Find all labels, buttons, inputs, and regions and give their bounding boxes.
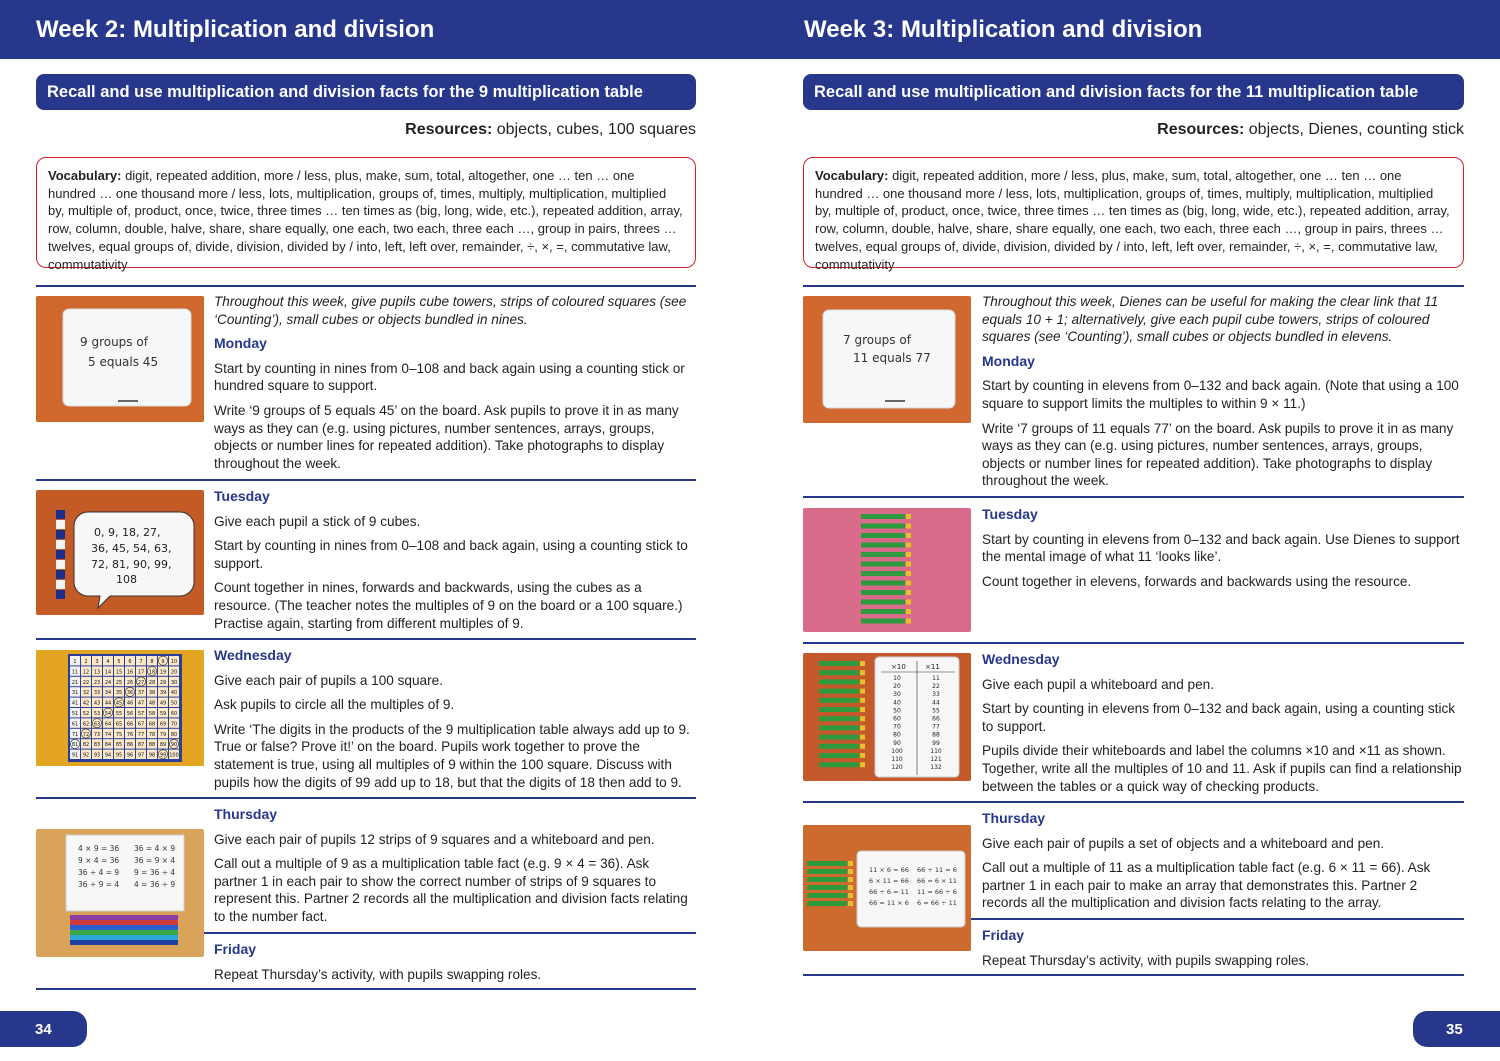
friday-para-1: Repeat Thursday’s activity, with pupils swapping roles.	[982, 952, 1310, 968]
photo-whiteboard-7-groups	[803, 296, 971, 423]
dienes-unit-cube	[860, 698, 865, 703]
hundred-square-number: 41	[71, 700, 79, 707]
fact-left-4: 66 = 11 × 6	[869, 899, 909, 907]
photo-whiteboard-strips	[36, 829, 204, 957]
hundred-square-number: 40	[170, 690, 178, 697]
dienes-rod	[819, 689, 859, 694]
dienes-rod	[807, 893, 847, 898]
objective-banner: Recall and use multiplication and division facts for the 11 multiplication table	[803, 74, 1464, 110]
tuesday-section	[982, 506, 1464, 597]
x11-value: 110	[930, 747, 942, 755]
dienes-unit-cube	[860, 753, 865, 758]
hundred-square-number: 94	[104, 752, 112, 759]
bubble-line-3: 72, 81, 90, 99,	[91, 558, 172, 571]
dienes-rod	[819, 670, 859, 675]
divider	[36, 285, 696, 287]
wednesday-para-3: Pupils divide their whiteboards and label the columns ×10 and ×11 as shown. Together, write all the multiples of 10 and 11. Ask if pupils can find a relationship between the tables or a quick way of checking products.	[982, 743, 1462, 794]
photo-table-whiteboard	[803, 653, 971, 781]
resources-value: objects, cubes, 100 squares	[492, 121, 696, 138]
hundred-square-number: 63	[93, 721, 101, 728]
hundred-square-number: 19	[159, 669, 167, 676]
hundred-square-number: 62	[82, 721, 90, 728]
x11-value: 77	[932, 723, 940, 731]
dienes-rod	[861, 543, 905, 548]
hundred-square-number: 8	[150, 659, 154, 665]
x10-value: 90	[893, 739, 901, 747]
resources-line	[803, 121, 1464, 139]
dienes-rod	[807, 877, 847, 882]
hundred-square-number: 20	[170, 669, 178, 676]
dienes-rod	[807, 861, 847, 866]
hundred-square-number: 95	[115, 752, 123, 759]
fact-left-2: 9 × 4 = 36	[78, 856, 120, 865]
hundred-square-number: 15	[115, 669, 123, 676]
x10-value: 100	[891, 747, 903, 755]
divider	[803, 285, 1464, 287]
resources-label: Resources:	[1157, 121, 1245, 138]
dienes-unit-cube	[906, 514, 911, 519]
dienes-rod	[861, 533, 905, 538]
hundred-square-number: 54	[104, 711, 112, 717]
hundred-square-number: 35	[115, 690, 123, 697]
hundred-square-number: 73	[93, 731, 101, 738]
hundred-square-number: 47	[137, 700, 145, 707]
hundred-square-number: 84	[104, 742, 112, 749]
monday-section	[214, 293, 696, 479]
x11-value: 44	[932, 699, 940, 707]
hundred-square-number: 14	[104, 669, 112, 676]
x10-value: 70	[893, 723, 901, 731]
hundred-square-number: 72	[82, 731, 90, 738]
hundred-square-number: 53	[93, 711, 101, 717]
hundred-square-number: 57	[137, 711, 145, 717]
hundred-square-number: 27	[137, 679, 145, 686]
column-header-x11: ×11	[925, 663, 940, 671]
hundred-square-number: 21	[71, 679, 79, 686]
hundred-square-number: 30	[170, 679, 178, 686]
dienes-rod	[861, 619, 905, 624]
dienes-rod	[819, 698, 859, 703]
whiteboard-line-2: 11 equals 77	[853, 351, 931, 365]
day-heading-thursday: Thursday	[214, 806, 278, 822]
x10-value: 60	[893, 715, 901, 723]
dienes-unit-cube	[848, 901, 853, 906]
hundred-square-number: 2	[84, 659, 88, 665]
fact-left-4: 36 ÷ 9 = 4	[78, 880, 120, 889]
dienes-rod	[819, 679, 859, 684]
x11-value: 11	[932, 675, 940, 682]
dienes-rod	[819, 725, 859, 730]
dienes-unit-cube	[860, 689, 865, 694]
hundred-square-number: 67	[137, 721, 145, 728]
x11-value: 99	[932, 739, 940, 747]
dienes-unit-cube	[860, 707, 865, 712]
hundred-square-number: 16	[126, 669, 134, 676]
hundred-square-number: 70	[170, 721, 178, 728]
hundred-square-number: 77	[137, 731, 145, 738]
hundred-square-number: 55	[115, 711, 123, 717]
dienes-unit-cube	[860, 661, 865, 666]
dienes-unit-cube	[848, 877, 853, 882]
fact-right-2: 66 = 6 × 11	[917, 877, 957, 885]
dienes-unit-cube	[906, 543, 911, 548]
monday-para-1: Start by counting in nines from 0–108 and back again using a counting stick or hundred square to support.	[214, 360, 685, 394]
dienes-rod	[807, 869, 847, 874]
hundred-square-number: 66	[126, 721, 134, 728]
hundred-square-number: 75	[115, 731, 123, 738]
hundred-square-number: 51	[71, 711, 79, 717]
tuesday-para-1: Give each pupil a stick of 9 cubes.	[214, 513, 421, 529]
monday-para-2: Write ‘7 groups of 11 equals 77’ on the board. Ask pupils to prove it in as many ways as they can (e.g. using pictures, number sentences, arrays, groups, objects or number lines for repeated addition). Take photographs to display throughout the week.	[982, 420, 1454, 489]
thursday-para-2: Call out a multiple of 9 as a multiplication table fact (e.g. 9 × 4 = 36). Ask partner 1 in each pair to show the correct number of strips of 9 squares to represent this. Partner 2 records all the multiplication and division facts relating to the number fact.	[214, 856, 688, 924]
dienes-unit-cube	[906, 533, 911, 538]
wednesday-para-1: Give each pupil a whiteboard and pen.	[982, 676, 1215, 692]
hundred-square-number: 48	[148, 700, 156, 707]
x10-value: 50	[893, 707, 901, 715]
dienes-rod	[861, 514, 905, 519]
wednesday-para-2: Ask pupils to circle all the multiples of 9.	[214, 697, 455, 713]
hundred-square-number: 60	[170, 711, 178, 717]
dienes-unit-cube	[860, 725, 865, 730]
dienes-rod	[819, 716, 859, 721]
divider	[803, 642, 1464, 644]
hundred-square-number: 5	[117, 659, 121, 665]
thursday-section	[982, 810, 1464, 919]
dienes-rod	[819, 661, 859, 666]
hundred-square-number: 28	[148, 679, 156, 686]
photo-cube-stick	[36, 490, 204, 615]
fact-right-1: 66 ÷ 11 = 6	[917, 866, 957, 874]
bubble-line-2: 36, 45, 54, 63,	[91, 542, 172, 555]
dienes-unit-cube	[906, 609, 911, 614]
dienes-unit-cube	[860, 670, 865, 675]
photo-array-whiteboard	[803, 825, 971, 951]
dienes-rod	[807, 901, 847, 906]
fact-left-2: 6 × 11 = 66	[869, 877, 909, 885]
fact-right-3: 9 = 36 ÷ 4	[134, 868, 176, 877]
thursday-para-1: Give each pair of pupils 12 strips of 9 squares and a whiteboard and pen.	[214, 831, 655, 847]
hundred-square-number: 9	[161, 659, 165, 665]
hundred-square-number: 12	[82, 669, 90, 676]
hundred-square-number: 31	[71, 690, 79, 697]
hundred-square-number: 7	[139, 659, 143, 665]
hundred-square-number: 78	[148, 731, 156, 738]
hundred-square-number: 88	[148, 742, 156, 749]
vocabulary-label: Vocabulary:	[48, 168, 122, 183]
x11-value: 22	[932, 683, 940, 691]
dienes-unit-cube	[848, 893, 853, 898]
whiteboard-line-1: 9 groups of	[80, 335, 148, 349]
whiteboard-line-2: 5 equals 45	[88, 355, 159, 369]
dienes-rod	[819, 707, 859, 712]
hundred-square-number: 43	[93, 700, 101, 707]
hundred-square-number: 25	[115, 679, 123, 686]
wednesday-para-3: Write ‘The digits in the products of the 9 multiplication table always add up to 9. True or false? Prove it!’ on the board. Pupils work together to prove the statement is true, using all multiples of 9 within the 100 square. Discuss with pupils how the digits of 99 add up to 18, but that the digits of 18 then add to 9.	[214, 721, 690, 790]
wednesday-para-1: Give each pair of pupils a 100 square.	[214, 672, 443, 688]
hundred-square-number: 4	[106, 659, 110, 665]
hundred-square-number: 68	[148, 721, 156, 728]
hundred-square-number: 6	[128, 659, 132, 665]
page-right	[750, 0, 1500, 1061]
x10-value: 80	[893, 731, 901, 739]
tuesday-section	[214, 488, 696, 639]
hundred-square-number: 11	[71, 669, 79, 676]
x11-value: 66	[932, 715, 940, 723]
dienes-rod	[819, 735, 859, 740]
thursday-para-1: Give each pair of pupils a set of objects and a whiteboard and pen.	[982, 835, 1385, 851]
x11-value: 55	[932, 707, 940, 715]
hundred-square-number: 89	[159, 742, 167, 749]
hundred-square-number: 13	[93, 669, 101, 676]
x11-value: 88	[932, 731, 940, 739]
page-header: Week 2: Multiplication and division	[0, 0, 750, 59]
hundred-square-number: 81	[71, 742, 79, 749]
hundred-square-number: 34	[104, 690, 112, 697]
resources-line	[36, 121, 696, 139]
thursday-section	[214, 806, 696, 933]
hundred-square-number: 92	[82, 752, 90, 759]
photo-dienes-rods	[803, 508, 971, 632]
whiteboard-line-1: 7 groups of	[843, 333, 911, 347]
dienes-rod	[861, 609, 905, 614]
hundred-square-number: 52	[82, 711, 90, 717]
dienes-unit-cube	[906, 590, 911, 595]
dienes-unit-cube	[860, 762, 865, 767]
x10-value: 30	[893, 691, 901, 699]
monday-section	[982, 293, 1464, 497]
hundred-square-number: 33	[93, 690, 101, 697]
dienes-unit-cube	[906, 552, 911, 557]
fact-left-3: 66 ÷ 6 = 11	[869, 888, 909, 896]
day-heading-tuesday: Tuesday	[214, 488, 270, 504]
dienes-unit-cube	[906, 581, 911, 586]
fact-right-3: 11 = 66 ÷ 6	[917, 888, 957, 896]
x10-value: 10	[893, 675, 901, 682]
dienes-rod	[861, 590, 905, 595]
dienes-rod	[861, 600, 905, 605]
day-heading-monday: Monday	[982, 352, 1035, 369]
dienes-unit-cube	[906, 524, 911, 529]
hundred-square-number: 61	[71, 721, 79, 728]
hundred-square-number: 10	[170, 659, 178, 665]
dienes-unit-cube	[906, 562, 911, 567]
hundred-square-number: 97	[137, 752, 145, 759]
hundred-square-number: 80	[170, 731, 178, 738]
day-heading-friday: Friday	[982, 927, 1025, 943]
hundred-square-number: 71	[71, 731, 79, 738]
hundred-square-number: 26	[126, 679, 134, 686]
hundred-square-number: 59	[159, 711, 167, 717]
hundred-square-number: 64	[104, 721, 112, 728]
dienes-rod	[819, 753, 859, 758]
friday-para-1: Repeat Thursday’s activity, with pupils swapping roles.	[214, 966, 542, 982]
dienes-rod	[819, 762, 859, 767]
bubble-line-1: 0, 9, 18, 27,	[94, 526, 161, 539]
day-heading-thursday: Thursday	[982, 810, 1046, 826]
hundred-square-number: 42	[82, 700, 90, 707]
hundred-square-number: 91	[71, 752, 79, 759]
thursday-para-2: Call out a multiple of 11 as a multiplication table fact (e.g. 6 × 11 = 66). Ask partner 1 in each pair to make an array that demonstrates this. Partner 2 records all the multiplication and division facts relating to the array.	[982, 860, 1431, 911]
dienes-unit-cube	[906, 600, 911, 605]
dienes-rod	[819, 744, 859, 749]
dienes-unit-cube	[906, 571, 911, 576]
day-heading-tuesday: Tuesday	[982, 506, 1038, 522]
hundred-square-number: 36	[126, 690, 134, 697]
intro-text: Throughout this week, Dienes can be useful for making the clear link that 11 equals 10 + 1; alternatively, give each pupil cube towers, strips of coloured squares (see ‘Counting’), small cubes or objects bundled in elevens.	[982, 294, 1439, 345]
hundred-square-number: 29	[159, 679, 167, 686]
hundred-square-number: 46	[126, 700, 134, 707]
bubble-line-4: 108	[116, 573, 137, 586]
day-heading-friday: Friday	[214, 941, 257, 957]
fact-right-2: 36 = 9 × 4	[134, 856, 176, 865]
dienes-unit-cube	[860, 744, 865, 749]
hundred-square-number: 50	[170, 700, 178, 707]
page-number: 35	[1413, 1011, 1500, 1047]
hundred-square-number: 85	[115, 742, 123, 749]
fact-right-4: 6 = 66 ÷ 11	[917, 899, 957, 907]
x11-value: 121	[930, 756, 942, 763]
day-heading-wednesday: Wednesday	[982, 651, 1060, 667]
tuesday-para-3: Count together in nines, forwards and backwards, using the cubes as a resource. (The teacher notes the multiples of 9 on the board or a 100 square.) Practise again, starting from different multiples of 9.	[214, 580, 683, 631]
vocabulary-text: digit, repeated addition, more / less, plus, make, sum, total, altogether, one … ten … one hundred … one thousand more / less, lots, multiplication, groups of, times, multiply, multiplication, multiplied by, multiple of, product, once, twice, three times … ten times as (big, long, wide, etc.), repeated addition, array, row, column, double, halve, share, share equally, one each, two each, three each …, group in pairs, threes … twelves, equal groups of, divide, division, divided by / into, left, left over, remainder, ÷, ×, =, commutative law, commutativity	[48, 168, 683, 272]
hundred-square-number: 24	[104, 679, 112, 686]
hundred-square-number: 79	[159, 731, 167, 738]
hundred-square-number: 56	[126, 711, 134, 717]
hundred-square-number: 22	[82, 679, 90, 686]
hundred-square-number: 90	[170, 742, 178, 749]
x10-value: 110	[891, 756, 903, 763]
hundred-square-number: 76	[126, 731, 134, 738]
hundred-square-number: 100	[169, 752, 179, 759]
x10-value: 40	[893, 699, 901, 707]
fact-left-1: 4 × 9 = 36	[78, 844, 120, 853]
dienes-unit-cube	[848, 885, 853, 890]
resources-value: objects, Dienes, counting stick	[1244, 121, 1464, 138]
vocabulary-text: digit, repeated addition, more / less, plus, make, sum, total, altogether, one … ten … one hundred … one thousand more / less, lots, multiplication, groups of, times, multiply, multiplication, multiplied by, multiple of, product, once, twice, three times … ten times as (big, long, wide, etc.), repeated addition, array, row, column, double, halve, share, share equally, one each, two each, three each …, group in pairs, threes … twelves, equal groups of, divide, division, divided by / into, left, left over, remainder, ÷, ×, =, commutative law, commutativity	[815, 168, 1450, 272]
hundred-square-number: 69	[159, 721, 167, 728]
vocabulary-box	[36, 157, 696, 272]
hundred-square-number: 98	[148, 752, 156, 759]
hundred-square-number: 37	[137, 690, 145, 697]
hundred-square-number: 86	[126, 742, 134, 749]
dienes-rod	[861, 571, 905, 576]
monday-para-1: Start by counting in elevens from 0–132 and back again. (Note that using a 100 square to support limits the multiples to within 9 × 11.)	[982, 378, 1459, 411]
fact-right-4: 4 = 36 ÷ 9	[134, 880, 176, 889]
hundred-square-number: 58	[148, 711, 156, 717]
hundred-square-number: 44	[104, 700, 112, 707]
fact-left-3: 36 ÷ 4 = 9	[78, 868, 120, 877]
x10-value: 20	[893, 683, 901, 691]
hundred-square-number: 38	[148, 690, 156, 697]
column-header-x10: ×10	[891, 663, 906, 671]
hundred-square-number: 17	[137, 669, 145, 676]
page-number: 34	[0, 1011, 87, 1047]
dienes-unit-cube	[906, 619, 911, 624]
x11-value: 33	[932, 691, 940, 699]
friday-section	[982, 927, 1464, 976]
wednesday-para-2: Start by counting in elevens from 0–132 and back again, using a counting stick to support.	[982, 701, 1456, 734]
hundred-square-number: 39	[159, 690, 167, 697]
resources-label: Resources:	[405, 121, 493, 138]
photo-hundred-square	[36, 650, 204, 766]
x11-value: 132	[930, 764, 942, 772]
fact-right-1: 36 = 4 × 9	[134, 844, 176, 853]
hundred-square-number: 3	[95, 659, 99, 665]
dienes-unit-cube	[860, 716, 865, 721]
hundred-square-number: 45	[115, 700, 123, 707]
dienes-rod	[861, 552, 905, 557]
dienes-rod	[861, 581, 905, 586]
fact-left-1: 11 × 6 = 66	[869, 866, 909, 874]
day-heading-wednesday: Wednesday	[214, 647, 292, 663]
tuesday-para-2: Count together in elevens, forwards and backwards using the resource.	[982, 573, 1412, 589]
x10-value: 120	[891, 764, 903, 772]
monday-para-2: Write ‘9 groups of 5 equals 45’ on the board. Ask pupils to prove it in as many ways as they can (e.g. using pictures, number sentences, arrays, groups, objects or number lines for repeated addition). Take photographs to display throughout the week.	[214, 402, 679, 471]
intro-text: Throughout this week, give pupils cube towers, strips of coloured squares (see ‘Counting’), small cubes or objects bundled in nines.	[214, 294, 687, 327]
friday-section	[214, 941, 696, 990]
hundred-square-number: 32	[82, 690, 90, 697]
day-heading-monday: Monday	[214, 335, 267, 352]
objective-banner: Recall and use multiplication and division facts for the 9 multiplication table	[36, 74, 696, 110]
vocabulary-box	[803, 157, 1464, 272]
hundred-square-number: 1	[73, 659, 77, 665]
page-header: Week 3: Multiplication and division	[750, 0, 1500, 59]
hundred-square-number: 99	[159, 752, 167, 759]
cube-stick	[56, 510, 65, 599]
hundred-square-number: 96	[126, 752, 134, 759]
dienes-rod	[861, 524, 905, 529]
dienes-rod	[861, 562, 905, 567]
dienes-unit-cube	[848, 861, 853, 866]
hundred-square-number: 18	[148, 669, 156, 676]
hundred-square-number: 93	[93, 752, 101, 759]
hundred-square-number: 87	[137, 742, 145, 749]
hundred-square-number: 74	[104, 731, 112, 738]
tuesday-para-2: Start by counting in nines from 0–108 and back again, using a counting stick to support.	[214, 538, 688, 571]
photo-whiteboard-9-groups	[36, 296, 204, 422]
tuesday-para-1: Start by counting in elevens from 0–132 and back again. Use Dienes to support the mental image of what 11 ‘looks like’.	[982, 531, 1460, 565]
hundred-square-number: 82	[82, 742, 90, 749]
dienes-unit-cube	[848, 869, 853, 874]
hundred-square-number: 65	[115, 721, 123, 728]
wednesday-section	[214, 647, 696, 798]
hundred-square-number: 83	[93, 742, 101, 749]
dienes-unit-cube	[860, 679, 865, 684]
dienes-rod	[807, 885, 847, 890]
hundred-square-number: 49	[159, 700, 167, 707]
wednesday-section	[982, 651, 1464, 802]
dienes-unit-cube	[860, 735, 865, 740]
hundred-square-number: 23	[93, 679, 101, 686]
vocabulary-label: Vocabulary:	[815, 168, 889, 183]
